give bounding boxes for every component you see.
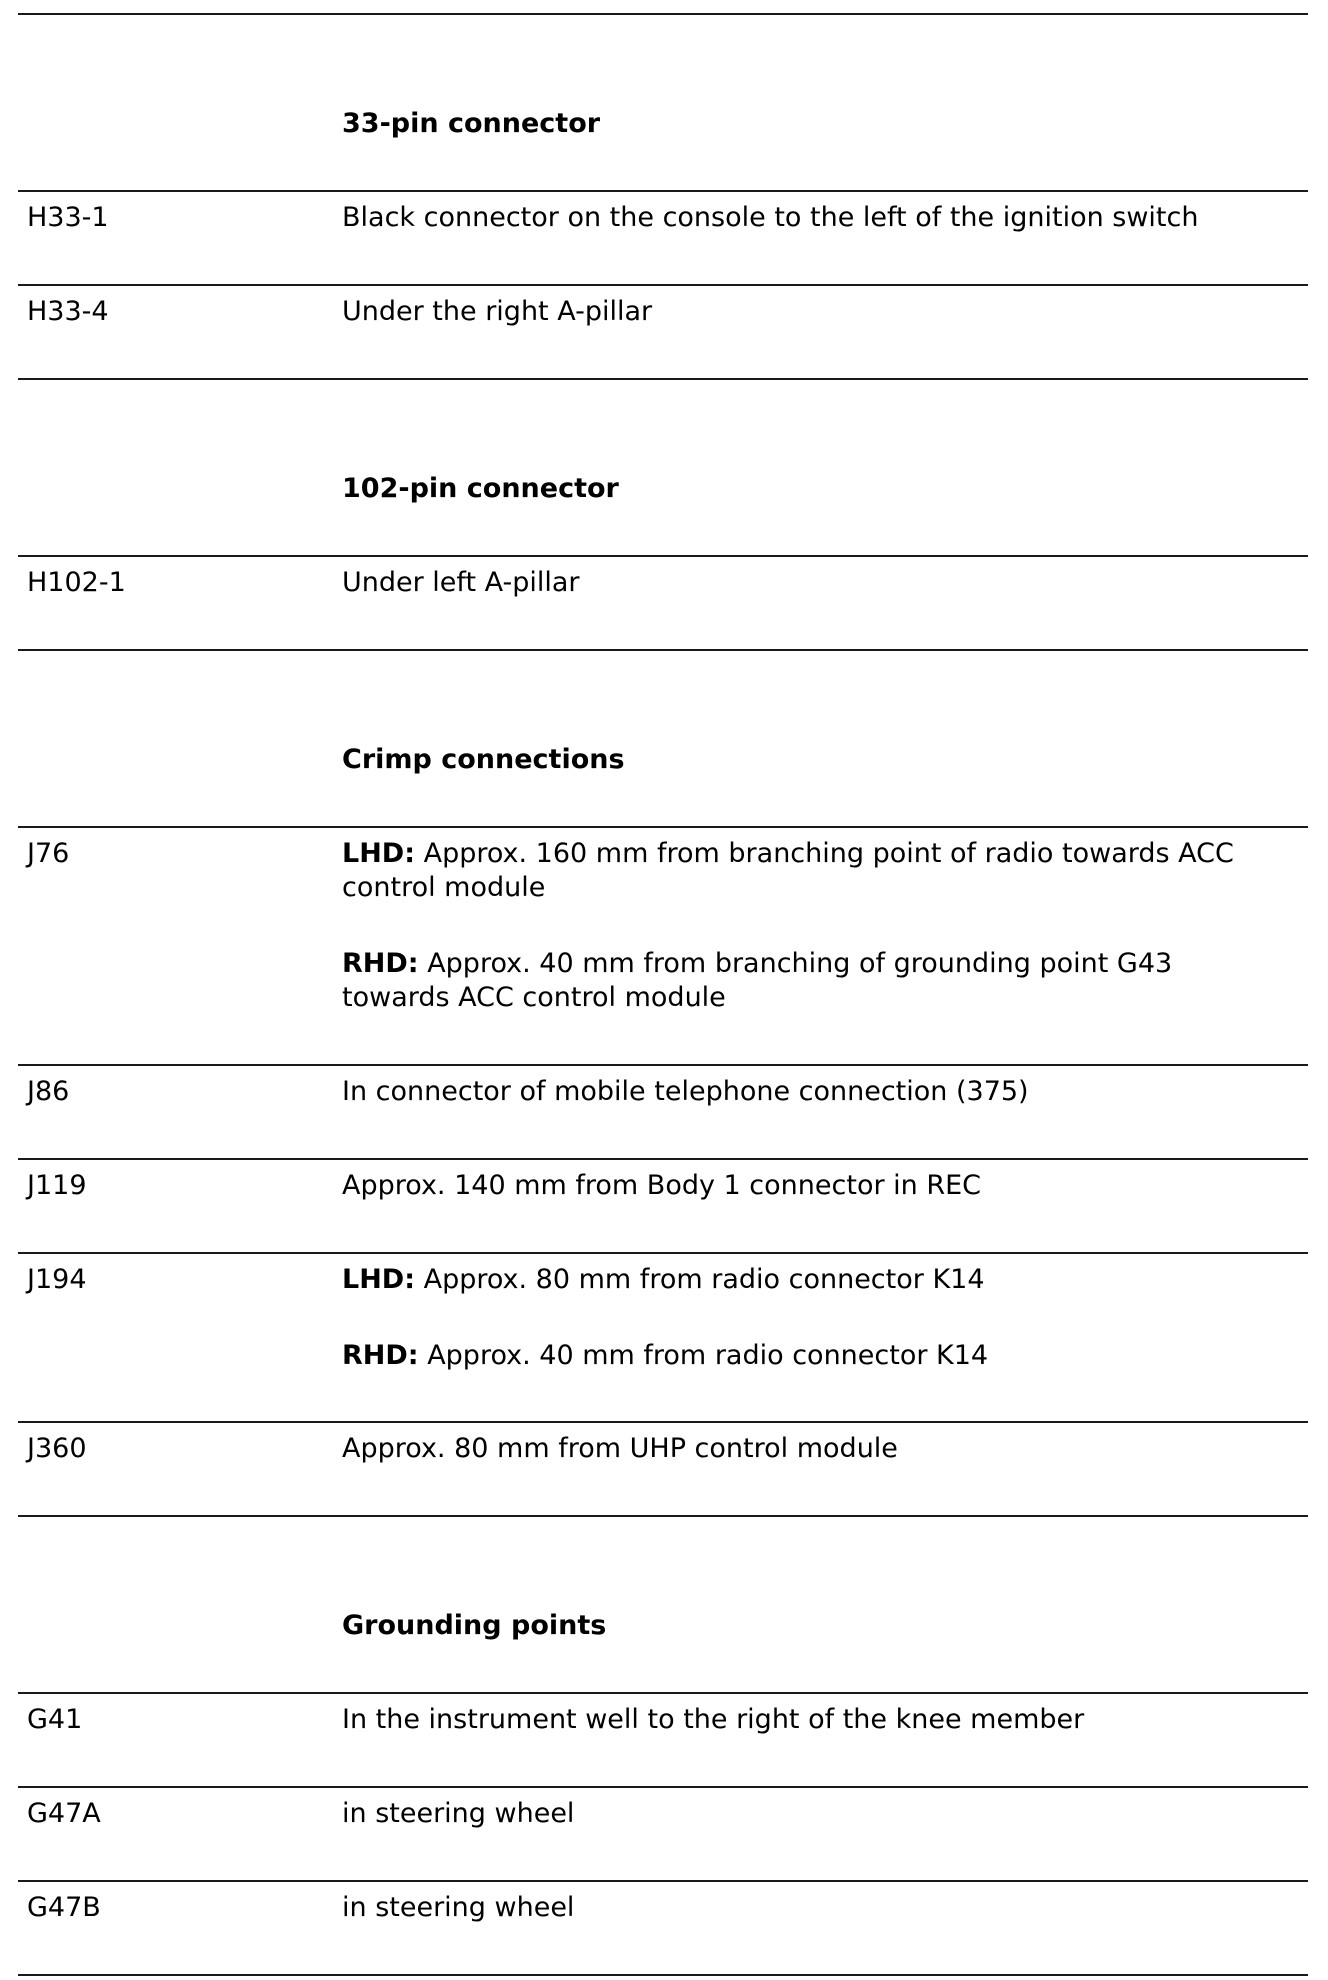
connector-location-h33-4: Under the right A-pillar [342, 296, 653, 327]
connector-location-h102-1: Under left A-pillar [342, 567, 580, 598]
connector-code-h33-4: H33-4 [27, 296, 109, 327]
ground-code-g47a: G47A [27, 1798, 101, 1829]
section-heading-grounding: Grounding points [342, 1610, 607, 1641]
divider-h33-1-top [18, 190, 1308, 192]
crimp-location-j360: Approx. 80 mm from UHP control module [342, 1433, 898, 1464]
crimp-location-j194-rhd [342, 1339, 988, 1373]
lhd-label: LHD: [342, 838, 416, 869]
divider-g41-top [18, 1692, 1308, 1694]
crimp-location-j194-lhd [342, 1263, 985, 1297]
lhd-text: Approx. 160 mm from branching point of radio towards ACC [415, 838, 1234, 869]
crimp-code-j119: J119 [27, 1170, 87, 1201]
crimp-code-j86: J86 [27, 1076, 70, 1107]
crimp-location-j76-lhd-cont: control module [342, 872, 546, 903]
crimp-location-j76-lhd [342, 837, 1234, 871]
connector-code-h102-1: H102-1 [27, 567, 126, 598]
crimp-location-j86: In connector of mobile telephone connection (375) [342, 1076, 1029, 1107]
ground-code-g41: G41 [27, 1704, 83, 1735]
crimp-location-j76-rhd [342, 947, 1172, 981]
divider-bottom [18, 1974, 1308, 1976]
crimp-location-j119: Approx. 140 mm from Body 1 connector in REC [342, 1170, 982, 1201]
divider-j194-top [18, 1252, 1308, 1254]
rhd-text: Approx. 40 mm from radio connector K14 [418, 1340, 989, 1371]
rhd-label: RHD: [342, 948, 419, 979]
section-heading-102-pin: 102-pin connector [342, 473, 619, 504]
connector-location-h33-1: Black connector on the console to the left of the ignition switch [342, 202, 1199, 233]
divider-pin102-end [18, 649, 1308, 651]
divider-top [18, 13, 1308, 15]
crimp-code-j360: J360 [27, 1433, 87, 1464]
divider-j119-top [18, 1158, 1308, 1160]
section-heading-33-pin: 33-pin connector [342, 108, 601, 139]
ground-location-g41: In the instrument well to the right of the knee member [342, 1704, 1085, 1735]
divider-g47b-top [18, 1880, 1308, 1882]
rhd-text: Approx. 40 mm from branching of grounding point G43 [418, 948, 1173, 979]
divider-crimp-end [18, 1515, 1308, 1517]
divider-g47a-top [18, 1786, 1308, 1788]
ground-location-g47a: in steering wheel [342, 1798, 575, 1829]
rhd-label: RHD: [342, 1340, 419, 1371]
lhd-label: LHD: [342, 1264, 416, 1295]
crimp-code-j194: J194 [27, 1264, 87, 1295]
lhd-text: Approx. 80 mm from radio connector K14 [415, 1264, 985, 1295]
connector-code-h33-1: H33-1 [27, 202, 109, 233]
divider-j76-top [18, 826, 1308, 828]
ground-code-g47b: G47B [27, 1892, 101, 1923]
crimp-location-j76-rhd-cont: towards ACC control module [342, 982, 726, 1013]
divider-h33-4-top [18, 284, 1308, 286]
section-heading-crimp: Crimp connections [342, 744, 625, 775]
divider-j360-top [18, 1421, 1308, 1423]
divider-pin33-end [18, 378, 1308, 380]
divider-j86-top [18, 1064, 1308, 1066]
ground-location-g47b: in steering wheel [342, 1892, 575, 1923]
crimp-code-j76: J76 [27, 838, 70, 869]
divider-h102-1-top [18, 555, 1308, 557]
